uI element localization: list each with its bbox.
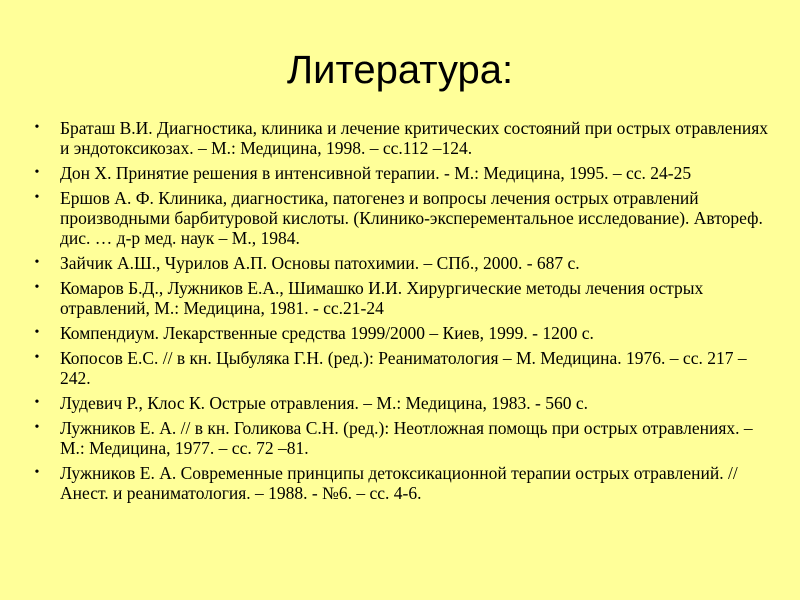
- list-item: [30, 463, 772, 503]
- bullet-icon: •: [34, 325, 40, 340]
- reference-list: [30, 118, 772, 508]
- reference-text: Лудевич Р., Клос К. Острые отравления. – М.: Медицина, 1983. - 560 с.: [60, 393, 589, 413]
- bullet-icon: •: [34, 465, 40, 480]
- bullet-icon: •: [34, 120, 40, 135]
- bullet-icon: •: [34, 420, 40, 435]
- bullet-icon: •: [34, 395, 40, 410]
- list-item: [30, 323, 772, 343]
- slide-title: Литература:: [286, 48, 514, 92]
- list-item: [30, 278, 772, 318]
- reference-text: Лужников Е. А. Современные принципы детоксикационной терапии острых отравлений. // Анест. и реаниматология. – 1988. - №6. – сс. 4-6.: [60, 463, 738, 503]
- list-item: [30, 163, 772, 183]
- list-item: [30, 418, 772, 458]
- bullet-icon: •: [34, 280, 40, 295]
- bullet-icon: •: [34, 165, 40, 180]
- reference-text: Зайчик А.Ш., Чурилов А.П. Основы патохимии. – СПб., 2000. - 687 с.: [60, 253, 580, 273]
- reference-text: Лужников Е. А. // в кн. Голикова С.Н. (ред.): Неотложная помощь при острых отравлениях. – М.: Медицина, 1977. – сс. 72 –81.: [60, 418, 753, 458]
- reference-text: Комаров Б.Д., Лужников Е.А., Шимашко И.И. Хирургические методы лечения острых отравлений, М.: Медицина, 1981. - сс.21-24: [60, 278, 704, 318]
- list-item: [30, 118, 772, 158]
- list-item: [30, 188, 772, 248]
- reference-text: Дон Х. Принятие решения в интенсивной терапии. - М.: Медицина, 1995. – сс. 24-25: [60, 163, 692, 183]
- reference-text: Браташ В.И. Диагностика, клиника и лечение критических состояний при острых отравлениях и эндотоксикозах. – М.: Медицина, 1998. – сс.112 –124.: [60, 118, 769, 158]
- bullet-icon: •: [34, 190, 40, 205]
- list-item: [30, 393, 772, 413]
- list-item: [30, 348, 772, 388]
- reference-text: Ершов А. Ф. Клиника, диагностика, патогенез и вопросы лечения острых отравлений производными барбитуровой кислоты. (Клинико-эксперементальное исследование). Автореф. дис. … д-р мед. наук – М., 1984.: [60, 188, 763, 248]
- bullet-icon: •: [34, 350, 40, 365]
- reference-text: Копосов Е.С. // в кн. Цыбуляка Г.Н. (ред.): Реаниматология – М. Медицина. 1976. – сс. 217 – 242.: [60, 348, 747, 388]
- bullet-icon: •: [34, 255, 40, 270]
- list-item: [30, 253, 772, 273]
- reference-text: Компендиум. Лекарственные средства 1999/2000 – Киев, 1999. - 1200 с.: [60, 323, 594, 343]
